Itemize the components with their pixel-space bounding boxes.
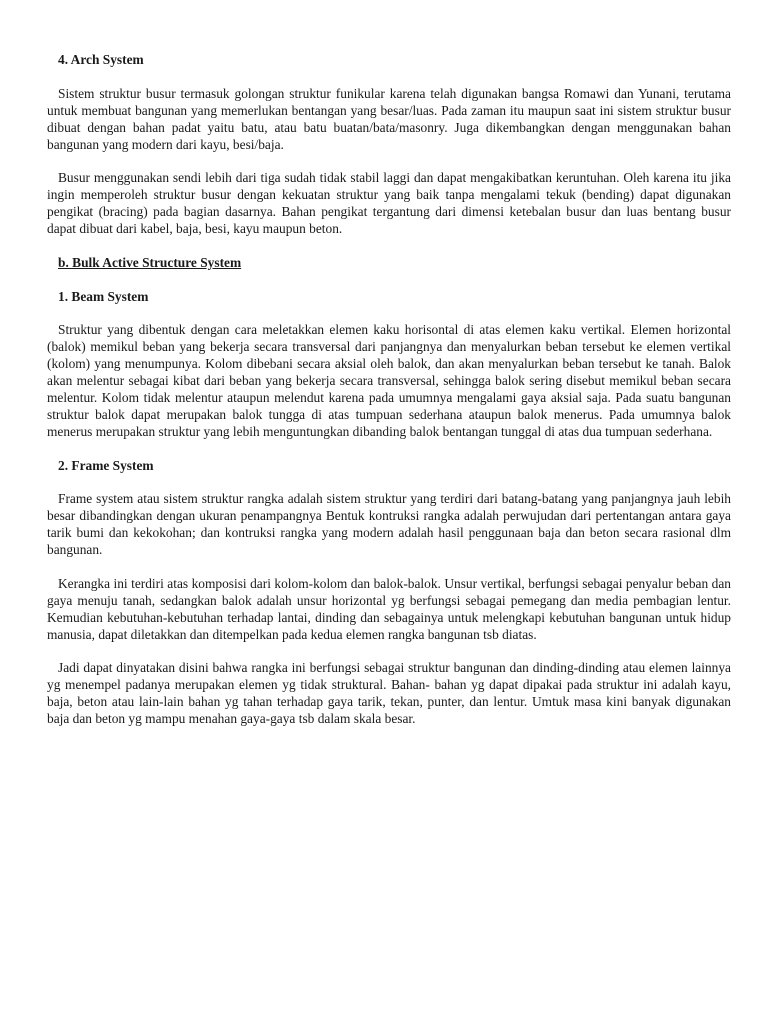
section-heading-bulk-active: b. Bulk Active Structure System: [58, 254, 242, 270]
section-heading-frame-system: 2. Frame System: [58, 457, 154, 473]
paragraph-frame-composition: Kerangka ini terdiri atas komposisi dari kolom-kolom dan balok-balok. Unsur vertikal, berfungsi sebagai penyalur beban dan gaya menuju tanah, sedangkan balok adalah unsur horizontal yg berfungsi sebagai pemegang dan media pembagian lentur. Kemudian kebutuhan-kebutuhan terhadap lantai, dinding dan sebagainya untuk melengkapi kebutuhan bangunan untuk hidup manusia, dapat diletakkan dan ditempelkan pada kedua elemen rangka bangunan tsb diatas.: [47, 575, 731, 642]
paragraph-frame-materials: Jadi dapat dinyatakan disini bahwa rangka ini berfungsi sebagai struktur bangunan dan dinding-dinding atau elemen lainnya yg menempel padanya merupakan elemen yg tidak struktural. Bahan- bahan yg dapat dipakai pada struktur ini adalah kayu, baja, beton atau lain-lain bahan yg tahan terhadap gaya tarik, tekan, punter, dan lentur. Umtuk masa kini banyak digunakan baja dan beton yg mampu menahan gaya-gaya tsb dalam skala besar.: [47, 660, 731, 727]
document-page: [47, 52, 731, 745]
paragraph-beam-description: Struktur yang dibentuk dengan cara meletakkan elemen kaku horisontal di atas elemen kaku vertikal. Elemen horizontal (balok) memikul beban yang bekerja secara transversal dari panjangnya dan menyalurkan beban tersebut ke elemen vertikal (kolom) yang menumpunya. Kolom dibebani secara aksial oleh balok, dan akan menyalurkan beban tersebut ke tanah. Balok akan melentur sebagai kibat dari beban yang bekerja secara transversal, sehingga balok sering disebut memikul beban secara melentur. Kolom tidak melentur ataupun melendut karena pada umumnya mengalami gaya aksial saja. Pada suatu bangunan struktur balok dapat merupakan balok tungga di atas tumpuan sederhana ataupun balok menerus. Pada umumnya balok menerus merupakan struktur yang lebih menguntungkan dibanding balok bentangan tunggal di atas dua tumpuan sederhana.: [47, 322, 731, 439]
section-heading-arch-system: 4. Arch System: [58, 52, 144, 67]
paragraph-frame-definition: Frame system atau sistem struktur rangka adalah sistem struktur yang terdiri dari batang-batang yang panjangnya jauh lebih besar dibandingkan dengan ukuran penampangnya Bentuk kontruksi rangka adalah perwujudan dari pertentangan antara gaya tarik bumi dan kekokohan; dan kontruksi rangka yang modern adalah hasil penggunaan baja dan beton secara rasional dlm bangunan.: [47, 491, 731, 558]
section-heading-beam-system: 1. Beam System: [58, 288, 149, 304]
paragraph-arch-intro: Sistem struktur busur termasuk golongan struktur funikular karena telah digunakan bangsa Romawi dan Yunani, terutama untuk membuat bangunan yang memerlukan bentangan yang besar/luas. Pada zaman itu maupun saat ini sistem struktur busur dibuat dengan bahan padat yaitu batu, atau batu buatan/bata/masonry. Juga dikembangkan dengan menggunakan bahan bangunan yang modern dari kayu, besi/baja.: [47, 85, 731, 152]
paragraph-arch-hinge: Busur menggunakan sendi lebih dari tiga sudah tidak stabil laggi dan dapat mengakibatkan keruntuhan. Oleh karena itu jika ingin memperoleh struktur busur dengan kekuatan struktur yang baik tanpa mengalami tekuk (bending) dapat digunakan pengikat (bracing) pada bagian dasarnya. Bahan pengikat tergantung dari dimensi ketebalan busur dan luas bentang busur dapat dibuat dari kabel, baja, besi, kayu maupun beton.: [47, 170, 731, 237]
